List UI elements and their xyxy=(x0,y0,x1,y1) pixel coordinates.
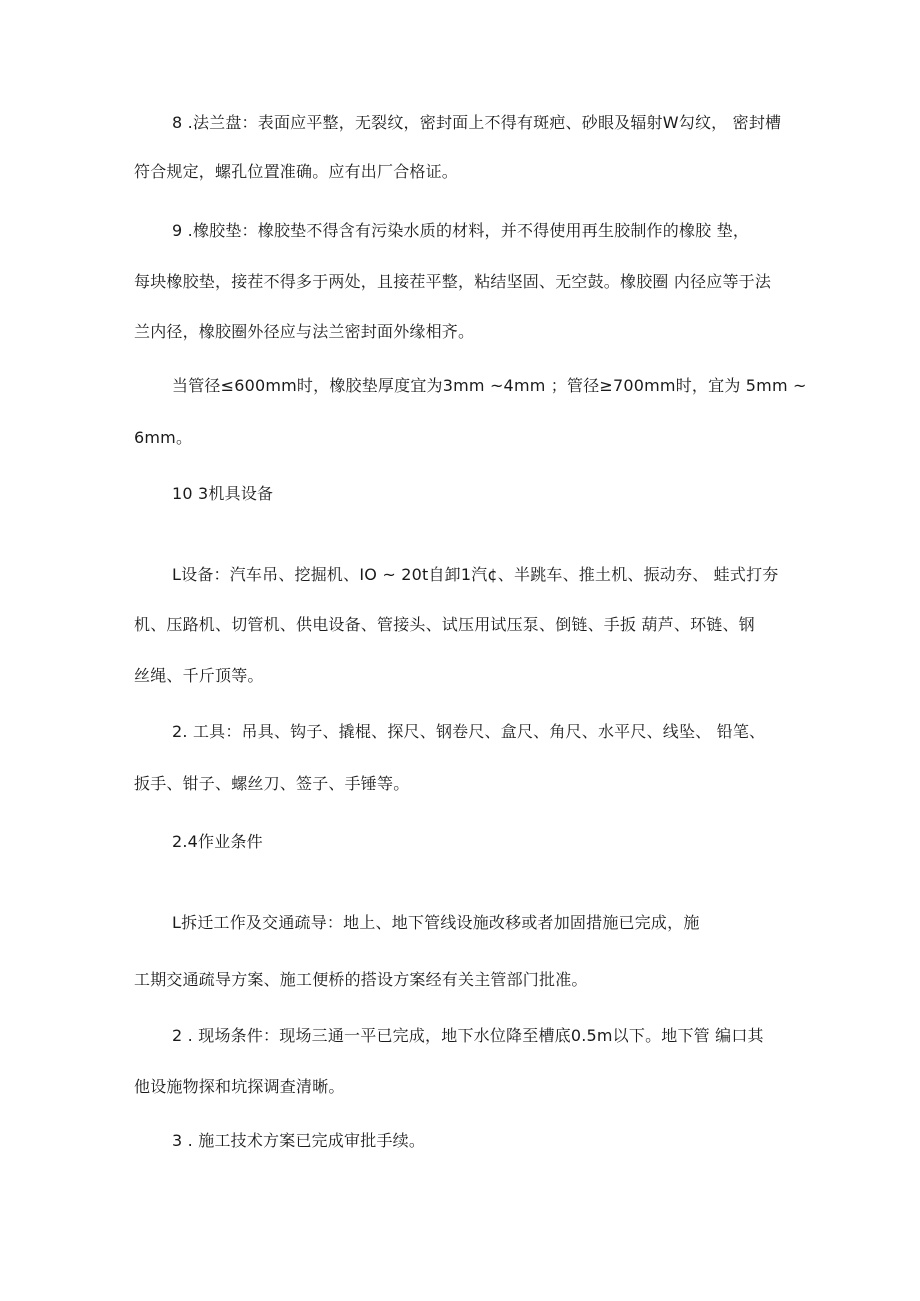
text-line-equipment-3: 丝绳、千斤顶等。 xyxy=(134,666,264,685)
text-line-flange-cont: 符合规定，螺孔位置准确。应有出厂合格证。 xyxy=(134,162,459,181)
text-line-equipment-2: 机、压路机、切管机、供电设备、管接头、试压用试压泵、倒链、手扳 葫芦、环链、钢 xyxy=(134,615,755,634)
text-line-technical-plan: 3 . 施工技术方案已完成审批手续。 xyxy=(172,1131,426,1150)
section-heading-equipment: 10 3机具设备 xyxy=(172,484,274,503)
text-line-relocation: L拆迁工作及交通疏导：地上、地下管线设施改移或者加固措施已完成，施 xyxy=(172,913,700,932)
text-line-equipment: L设备：汽车吊、挖掘机、IO ~ 20t自卸1汽¢、半跳车、推土机、振动夯、 蛙式打夯 xyxy=(172,565,779,584)
text-line-gasket-thickness-2: 6mm。 xyxy=(134,428,193,447)
text-line-gasket-thickness: 当管径≤600mm时，橡胶垫厚度宜为3mm ~4mm ；管径≥700mm时，宜为 5mm ~ xyxy=(172,376,807,395)
text-line-site-conditions-2: 他设施物探和坑探调查清晰。 xyxy=(134,1077,345,1096)
text-line-rubber-gasket-3: 兰内径，橡胶圈外径应与法兰密封面外缘相齐。 xyxy=(134,322,475,341)
text-line-rubber-gasket: 9 .橡胶垫：橡胶垫不得含有污染水质的材料，并不得使用再生胶制作的橡胶 垫， xyxy=(172,221,750,240)
text-line-tools: 2. 工具：吊具、钩子、撬棍、探尺、钢卷尺、盒尺、角尺、水平尺、线坠、 铅笔、 xyxy=(172,722,766,741)
section-heading-conditions: 2.4作业条件 xyxy=(172,832,263,851)
text-line-tools-2: 扳手、钳子、螺丝刀、签子、手锤等。 xyxy=(134,774,410,793)
text-line-relocation-2: 工期交通疏导方案、施工便桥的搭设方案经有关主管部门批准。 xyxy=(134,970,588,989)
text-line-rubber-gasket-2: 每块橡胶垫，接茬不得多于两处，且接茬平整，粘结坚固、无空鼓。橡胶圈 内径应等于法 xyxy=(134,272,772,291)
text-line-site-conditions: 2 . 现场条件：现场三通一平已完成，地下水位降至槽底0.5m以下。地下管 编口其 xyxy=(172,1026,764,1045)
text-line-flange: 8 .法兰盘：表面应平整，无裂纹，密封面上不得有斑疤、砂眼及辐射W勾纹， 密封槽 xyxy=(172,113,782,132)
